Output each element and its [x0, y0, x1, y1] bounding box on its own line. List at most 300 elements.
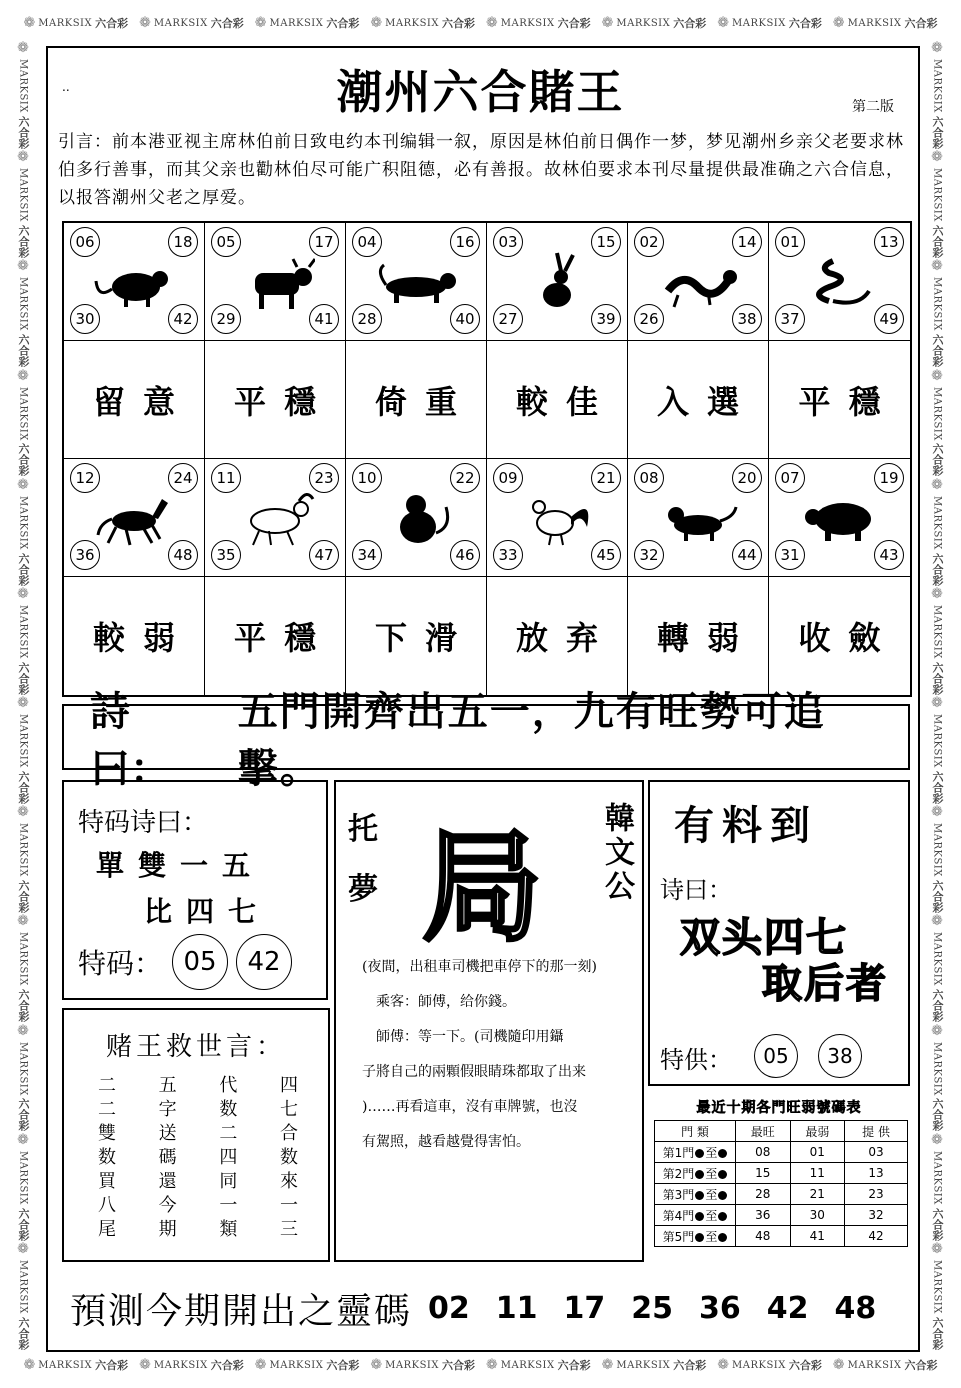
- flower-icon: ❁: [929, 476, 945, 493]
- border-brand-cn: 六合彩: [17, 770, 30, 804]
- stats-table: [654, 1120, 908, 1247]
- special-poem-box: [62, 780, 328, 1000]
- stats-cold: 41: [790, 1226, 845, 1247]
- flower-icon: ❁: [15, 40, 31, 57]
- border-brand-cn: 六合彩: [442, 17, 475, 30]
- border-brand-cn: 六合彩: [673, 1359, 707, 1372]
- flower-icon: ❁: [929, 695, 945, 712]
- flower-icon: ❁: [15, 804, 31, 821]
- zodiac-number: 28: [352, 304, 382, 334]
- border-brand: MARKSIX: [931, 1150, 943, 1205]
- stats-cold: 11: [790, 1163, 845, 1184]
- poem-text: 五門開齊出五一，九有旺勢可追擊。: [237, 689, 826, 792]
- gambler-char: 七: [279, 1099, 298, 1120]
- stats-offer: 32: [845, 1205, 908, 1226]
- border-brand-cn: 六合彩: [17, 552, 30, 586]
- gambler-char: 類: [219, 1219, 238, 1240]
- dream-right: 韓文公: [599, 802, 634, 904]
- border-brand: MARKSIX: [17, 495, 29, 550]
- story-line: )……再看這車，沒有車牌號，也沒: [362, 1099, 578, 1115]
- zodiac-number: 44: [732, 540, 762, 570]
- border-brand: MARKSIX: [500, 1359, 555, 1371]
- flower-icon: ❁: [15, 367, 31, 384]
- border-brand-cn: 六合彩: [931, 770, 944, 804]
- border-brand: MARKSIX: [269, 1359, 324, 1371]
- rooster-icon: [517, 487, 597, 547]
- zodiac-number: 13: [874, 227, 904, 257]
- gambler-char: 四: [219, 1147, 238, 1168]
- flower-icon: ❁: [832, 15, 845, 31]
- story-line: 師傅：等一下。(司機隨印用鑷: [376, 1029, 564, 1045]
- border-brand-cn: 六合彩: [931, 1207, 944, 1241]
- flower-icon: ❁: [929, 1240, 945, 1257]
- zodiac-cell: [628, 223, 769, 341]
- zodiac-verdict: 較弱: [64, 577, 205, 695]
- border-watermark: [15, 804, 31, 913]
- border-brand-cn: 六合彩: [17, 989, 30, 1023]
- flower-icon: ❁: [929, 367, 945, 384]
- border-watermark: [15, 1023, 31, 1132]
- flower-icon: ❁: [929, 149, 945, 166]
- border-brand: MARKSIX: [931, 59, 943, 114]
- zodiac-number: 23: [309, 463, 339, 493]
- stats-cold: 30: [790, 1205, 845, 1226]
- zodiac-number: 15: [591, 227, 621, 257]
- zodiac-cell: [205, 223, 346, 341]
- flower-icon: ❁: [486, 1357, 498, 1373]
- flower-icon: ❁: [929, 804, 945, 821]
- flower-icon: ❁: [929, 913, 945, 930]
- border-brand: MARKSIX: [17, 59, 29, 114]
- zodiac-number: 18: [168, 227, 198, 257]
- dream-box: [334, 780, 644, 1262]
- flower-icon: ❁: [929, 40, 945, 57]
- flower-icon: ❁: [139, 1357, 151, 1373]
- gambler-heading: 赌王救世言：: [105, 1032, 286, 1062]
- gambler-char: 送: [158, 1123, 177, 1144]
- gambler-char: 今: [158, 1195, 177, 1216]
- edition-label: 第二版: [852, 99, 894, 115]
- rat-icon: [94, 251, 174, 311]
- border-brand-cn: 六合彩: [673, 17, 707, 30]
- zodiac-verdict: 較佳: [487, 341, 628, 459]
- stats-gate: 第1門 至: [655, 1142, 736, 1163]
- zodiac-verdict: 下滑: [346, 577, 487, 695]
- stats-offer: 03: [845, 1142, 908, 1163]
- border-watermark: [370, 15, 475, 31]
- dream-left-bottom: 夢: [348, 872, 378, 907]
- border-brand-cn: 六合彩: [931, 443, 944, 477]
- border-brand-cn: 六合彩: [17, 334, 30, 368]
- gambler-column: [219, 1074, 237, 1242]
- gambler-char: 二: [219, 1123, 238, 1144]
- page-title: 潮州六合賭王: [336, 65, 625, 119]
- border-brand-cn: 六合彩: [788, 1359, 822, 1372]
- gambler-char: 一: [279, 1195, 298, 1216]
- border-watermark: [370, 1357, 475, 1373]
- zodiac-number: 43: [874, 540, 904, 570]
- rabbit-icon: [517, 251, 597, 311]
- dream-big-char: 局: [422, 819, 542, 958]
- prediction-number: 17: [563, 1290, 606, 1326]
- zodiac-number: 33: [493, 540, 523, 570]
- zodiac-number: 38: [732, 304, 762, 334]
- border-brand-cn: 六合彩: [931, 225, 944, 259]
- border-watermark: [15, 368, 31, 477]
- border-watermark: [929, 586, 945, 695]
- pig-icon: [799, 487, 879, 547]
- zodiac-number: 19: [874, 463, 904, 493]
- gambler-saying-box: [62, 1008, 330, 1262]
- border-brand: MARKSIX: [17, 1259, 29, 1314]
- gambler-char: 字: [158, 1099, 177, 1120]
- zodiac-number: 32: [634, 540, 664, 570]
- border-watermark: [929, 1023, 945, 1132]
- prediction-numbers: [428, 1291, 876, 1326]
- dragon-icon: [658, 251, 738, 311]
- stats-header: 最弱: [790, 1121, 845, 1142]
- border-watermark: [15, 586, 31, 695]
- special-code: 05: [172, 934, 228, 990]
- zodiac-cell: [769, 223, 910, 341]
- gambler-char: 雙: [98, 1123, 116, 1144]
- gambler-char: 数: [219, 1099, 238, 1120]
- border-brand-cn: 六合彩: [17, 116, 30, 150]
- stats-hot: 36: [736, 1205, 791, 1226]
- border-watermark: [255, 1357, 360, 1373]
- border-brand: MARKSIX: [931, 277, 943, 332]
- border-brand-cn: 六合彩: [931, 334, 944, 368]
- monkey-icon: [376, 487, 456, 547]
- border-watermark: [24, 15, 129, 31]
- border-brand: MARKSIX: [931, 714, 943, 768]
- border-brand: MARKSIX: [38, 1359, 93, 1371]
- zodiac-cell: [64, 459, 205, 577]
- zodiac-cell: [487, 459, 628, 577]
- zodiac-number: 46: [450, 540, 480, 570]
- gambler-char: 還: [158, 1171, 177, 1192]
- special-code-label: 特码：: [78, 947, 163, 980]
- zodiac-number: 20: [732, 463, 762, 493]
- border-brand-cn: 六合彩: [931, 1316, 944, 1350]
- supply-label: 特供：: [660, 1046, 732, 1074]
- border-brand: MARKSIX: [616, 1359, 671, 1371]
- stats-header: 提 供: [845, 1121, 908, 1142]
- stats-cold: 01: [790, 1142, 845, 1163]
- story-line: (夜間，出租車司機把車停下的那一刻): [362, 959, 597, 975]
- border-brand-cn: 六合彩: [931, 880, 944, 914]
- border-watermark: [15, 1132, 31, 1241]
- story-line: 有駕照，越看越覺得害怕。: [362, 1134, 530, 1150]
- flower-icon: ❁: [254, 15, 267, 31]
- zodiac-number: 49: [874, 304, 904, 334]
- gambler-column: [159, 1074, 177, 1242]
- ox-icon: [235, 251, 315, 311]
- flower-icon: ❁: [929, 1022, 945, 1039]
- border-brand: MARKSIX: [731, 17, 786, 29]
- dog-icon: [658, 487, 738, 547]
- zodiac-number: 14: [732, 227, 762, 257]
- border-brand: MARKSIX: [931, 1259, 943, 1314]
- zodiac-verdict: 入選: [628, 341, 769, 459]
- border-watermark: [929, 913, 945, 1022]
- stats-hot: 08: [736, 1142, 791, 1163]
- stats-gate: 第5門 至: [655, 1226, 736, 1247]
- zodiac-verdict: 留意: [64, 341, 205, 459]
- border-brand-cn: 六合彩: [210, 1359, 244, 1372]
- stats-gate: 第2門 至: [655, 1163, 736, 1184]
- flower-icon: ❁: [254, 1357, 267, 1373]
- gambler-char: 尾: [98, 1219, 116, 1240]
- border-brand-cn: 六合彩: [557, 1359, 591, 1372]
- border-watermark: [486, 1357, 591, 1373]
- zodiac-number: 26: [634, 304, 664, 334]
- zodiac-number: 10: [352, 463, 382, 493]
- zodiac-cell: [769, 459, 910, 577]
- zodiac-number: 34: [352, 540, 382, 570]
- border-brand: MARKSIX: [17, 1150, 29, 1205]
- stats-gate: 第3門 至: [655, 1184, 736, 1205]
- zodiac-number: 05: [211, 227, 241, 257]
- border-brand: MARKSIX: [17, 604, 29, 659]
- gambler-char: 三: [279, 1219, 298, 1240]
- zodiac-grid: [62, 221, 912, 697]
- border-top: [18, 6, 943, 40]
- border-brand: MARKSIX: [17, 714, 29, 768]
- zodiac-cell: [487, 223, 628, 341]
- flower-icon: ❁: [929, 258, 945, 275]
- border-brand: MARKSIX: [616, 17, 671, 29]
- prediction-label: 預測今期開出之靈碼: [70, 1290, 413, 1332]
- stats-header: 門 類: [655, 1121, 736, 1142]
- zodiac-number: 08: [634, 463, 664, 493]
- dream-story: [362, 950, 634, 1160]
- stats-hot: 28: [736, 1184, 791, 1205]
- border-brand-cn: 六合彩: [557, 17, 591, 30]
- border-brand: MARKSIX: [931, 495, 943, 550]
- stats-hot: 15: [736, 1163, 791, 1184]
- gambler-char: 二: [98, 1075, 116, 1096]
- border-brand-cn: 六合彩: [17, 880, 30, 914]
- zodiac-cell: [346, 459, 487, 577]
- zodiac-number: 01: [775, 227, 805, 257]
- gambler-char: 代: [219, 1075, 238, 1096]
- poem-label: 詩曰：: [90, 689, 170, 792]
- border-brand-cn: 六合彩: [904, 1359, 938, 1372]
- flower-icon: ❁: [717, 15, 729, 31]
- prediction-number: 02: [428, 1290, 470, 1326]
- flower-icon: ❁: [370, 1357, 383, 1373]
- zodiac-verdict: 放弃: [487, 577, 628, 695]
- zodiac-number: 09: [493, 463, 523, 493]
- stats-header: 最旺: [736, 1121, 791, 1142]
- border-watermark: [15, 477, 31, 586]
- gambler-column: [98, 1074, 116, 1242]
- flower-icon: ❁: [15, 585, 31, 602]
- border-brand-cn: 六合彩: [210, 17, 244, 30]
- flower-icon: ❁: [370, 15, 383, 31]
- snake-icon: [799, 251, 879, 311]
- flower-icon: ❁: [15, 695, 31, 712]
- border-brand: MARKSIX: [17, 386, 29, 441]
- gambler-char: 同: [219, 1171, 238, 1192]
- gambler-char: 合: [279, 1123, 298, 1144]
- zodiac-number: 31: [775, 540, 805, 570]
- horse-icon: [94, 487, 174, 547]
- border-watermark: [929, 695, 945, 804]
- flower-icon: ❁: [23, 1357, 36, 1373]
- zodiac-cell: [205, 459, 346, 577]
- zodiac-number: 22: [450, 463, 480, 493]
- border-watermark: [717, 1357, 822, 1373]
- gambler-char: 來: [279, 1171, 298, 1192]
- zodiac-verdict: 平穩: [769, 341, 910, 459]
- flower-icon: ❁: [23, 15, 36, 31]
- zodiac-number: 48: [168, 540, 198, 570]
- stats-row: [655, 1142, 908, 1163]
- border-brand-cn: 六合彩: [931, 661, 944, 695]
- border-watermark: [602, 1357, 707, 1373]
- zodiac-number: 04: [352, 227, 382, 257]
- flower-icon: ❁: [601, 15, 614, 31]
- zodiac-number: 35: [211, 540, 241, 570]
- border-brand-cn: 六合彩: [931, 116, 944, 150]
- flower-icon: ❁: [929, 585, 945, 602]
- zodiac-number: 06: [70, 227, 100, 257]
- prediction-number: 11: [495, 1290, 538, 1326]
- zodiac-number: 27: [493, 304, 523, 334]
- zodiac-number: 39: [591, 304, 621, 334]
- zodiac-verdict: 倚重: [346, 341, 487, 459]
- stats-caption: 最近十期各門旺弱號碼表: [696, 1100, 862, 1116]
- border-brand: MARKSIX: [731, 1359, 786, 1371]
- zodiac-number: 42: [168, 304, 198, 334]
- border-brand: MARKSIX: [17, 823, 29, 878]
- zodiac-cell: [346, 223, 487, 341]
- border-watermark: [929, 477, 945, 586]
- gambler-char: 八: [98, 1195, 116, 1216]
- flower-icon: ❁: [601, 1357, 614, 1373]
- flower-icon: ❁: [15, 913, 31, 930]
- stats-gate: 第4門 至: [655, 1205, 736, 1226]
- border-watermark: [15, 1241, 31, 1350]
- border-brand: MARKSIX: [847, 17, 902, 29]
- flower-icon: ❁: [486, 15, 498, 31]
- zodiac-number: 40: [450, 304, 480, 334]
- gambler-char: 買: [98, 1171, 116, 1192]
- border-brand: MARKSIX: [931, 604, 943, 659]
- prediction-number: 42: [766, 1290, 809, 1326]
- border-watermark: [255, 15, 360, 31]
- flower-icon: ❁: [929, 1131, 945, 1148]
- zodiac-number: 12: [70, 463, 100, 493]
- youliaodao-poem-label: 诗曰：: [660, 876, 732, 904]
- border-brand-cn: 六合彩: [17, 1316, 30, 1350]
- border-brand-cn: 六合彩: [17, 443, 30, 477]
- border-brand-cn: 六合彩: [788, 17, 822, 30]
- zodiac-number: 02: [634, 227, 664, 257]
- border-brand-cn: 六合彩: [442, 1359, 475, 1372]
- gambler-columns: [98, 1074, 298, 1242]
- prediction-row: [62, 1280, 908, 1336]
- zodiac-verdict: 轉弱: [628, 577, 769, 695]
- story-line: 乘客：師傅，给你錢。: [376, 994, 516, 1010]
- border-brand: MARKSIX: [153, 1359, 208, 1371]
- gambler-char: 一: [219, 1195, 238, 1216]
- flower-icon: ❁: [717, 1357, 729, 1373]
- flower-icon: ❁: [15, 1022, 31, 1039]
- zodiac-verdict: 平穩: [205, 577, 346, 695]
- border-brand: MARKSIX: [385, 1359, 439, 1371]
- supply-code: 38: [818, 1034, 862, 1078]
- special-code: 42: [236, 934, 292, 990]
- border-watermark: [717, 15, 822, 31]
- gambler-char: 碼: [158, 1147, 177, 1168]
- border-brand-cn: 六合彩: [326, 1359, 360, 1372]
- youliaodao-line1: 双头四七: [680, 915, 848, 961]
- zodiac-number: 30: [70, 304, 100, 334]
- special-poem-heading: 特码诗曰：: [78, 808, 209, 838]
- zodiac-number: 41: [309, 304, 339, 334]
- border-brand-cn: 六合彩: [904, 17, 938, 30]
- border-watermark: [929, 1132, 945, 1241]
- flower-icon: ❁: [15, 476, 31, 493]
- zodiac-number: 45: [591, 540, 621, 570]
- zodiac-number: 16: [450, 227, 480, 257]
- zodiac-verdict: 收斂: [798, 619, 899, 657]
- prediction-number: 48: [834, 1290, 877, 1326]
- zodiac-number: 17: [309, 227, 339, 257]
- gambler-char: 二: [98, 1099, 116, 1120]
- gambler-column: [280, 1074, 298, 1242]
- border-brand: MARKSIX: [17, 932, 29, 987]
- border-watermark: [24, 1357, 129, 1373]
- border-brand: MARKSIX: [931, 168, 943, 223]
- stats-row: [655, 1163, 908, 1184]
- stats-row: [655, 1205, 908, 1226]
- stats-row: [655, 1184, 908, 1205]
- poem-banner: [62, 689, 910, 792]
- intro-text: 引言：前本港亚视主席林伯前日致电约本刊编辑一叙，原因是林伯前日偶作一梦，梦见潮州乡亲父老要求林伯多行善事，而其父亲也勸林伯尽可能广积阻德，必有善报。故林伯要求本刊尽量提供最准确之六合信息，以报答潮州父老之厚爱。: [58, 132, 904, 208]
- zodiac-number: 21: [591, 463, 621, 493]
- flower-icon: ❁: [15, 1240, 31, 1257]
- border-left: [6, 40, 40, 1350]
- dream-left-top: 托: [348, 812, 378, 847]
- border-watermark: [929, 149, 945, 258]
- youliaodao-line2: 取后者: [762, 961, 888, 1007]
- border-watermark: [15, 695, 31, 804]
- stats-cold: 21: [790, 1184, 845, 1205]
- stats-offer: 13: [845, 1163, 908, 1184]
- gambler-char: 四: [279, 1075, 298, 1096]
- gambler-char: 数: [279, 1147, 298, 1168]
- border-brand: MARKSIX: [931, 386, 943, 441]
- gambler-char: 数: [98, 1147, 116, 1168]
- zodiac-number: 47: [309, 540, 339, 570]
- stats-offer: 42: [845, 1226, 908, 1247]
- border-watermark: [833, 15, 938, 31]
- prediction-number: 36: [699, 1290, 741, 1326]
- zodiac-number: 11: [211, 463, 241, 493]
- flower-icon: ❁: [832, 1357, 845, 1373]
- zodiac-number: 37: [775, 304, 805, 334]
- zodiac-number: 29: [211, 304, 241, 334]
- youliaodao-box: [648, 780, 910, 1086]
- flower-icon: ❁: [15, 149, 31, 166]
- border-brand: MARKSIX: [847, 1359, 902, 1371]
- border-watermark: [602, 15, 707, 31]
- border-brand: MARKSIX: [38, 17, 93, 29]
